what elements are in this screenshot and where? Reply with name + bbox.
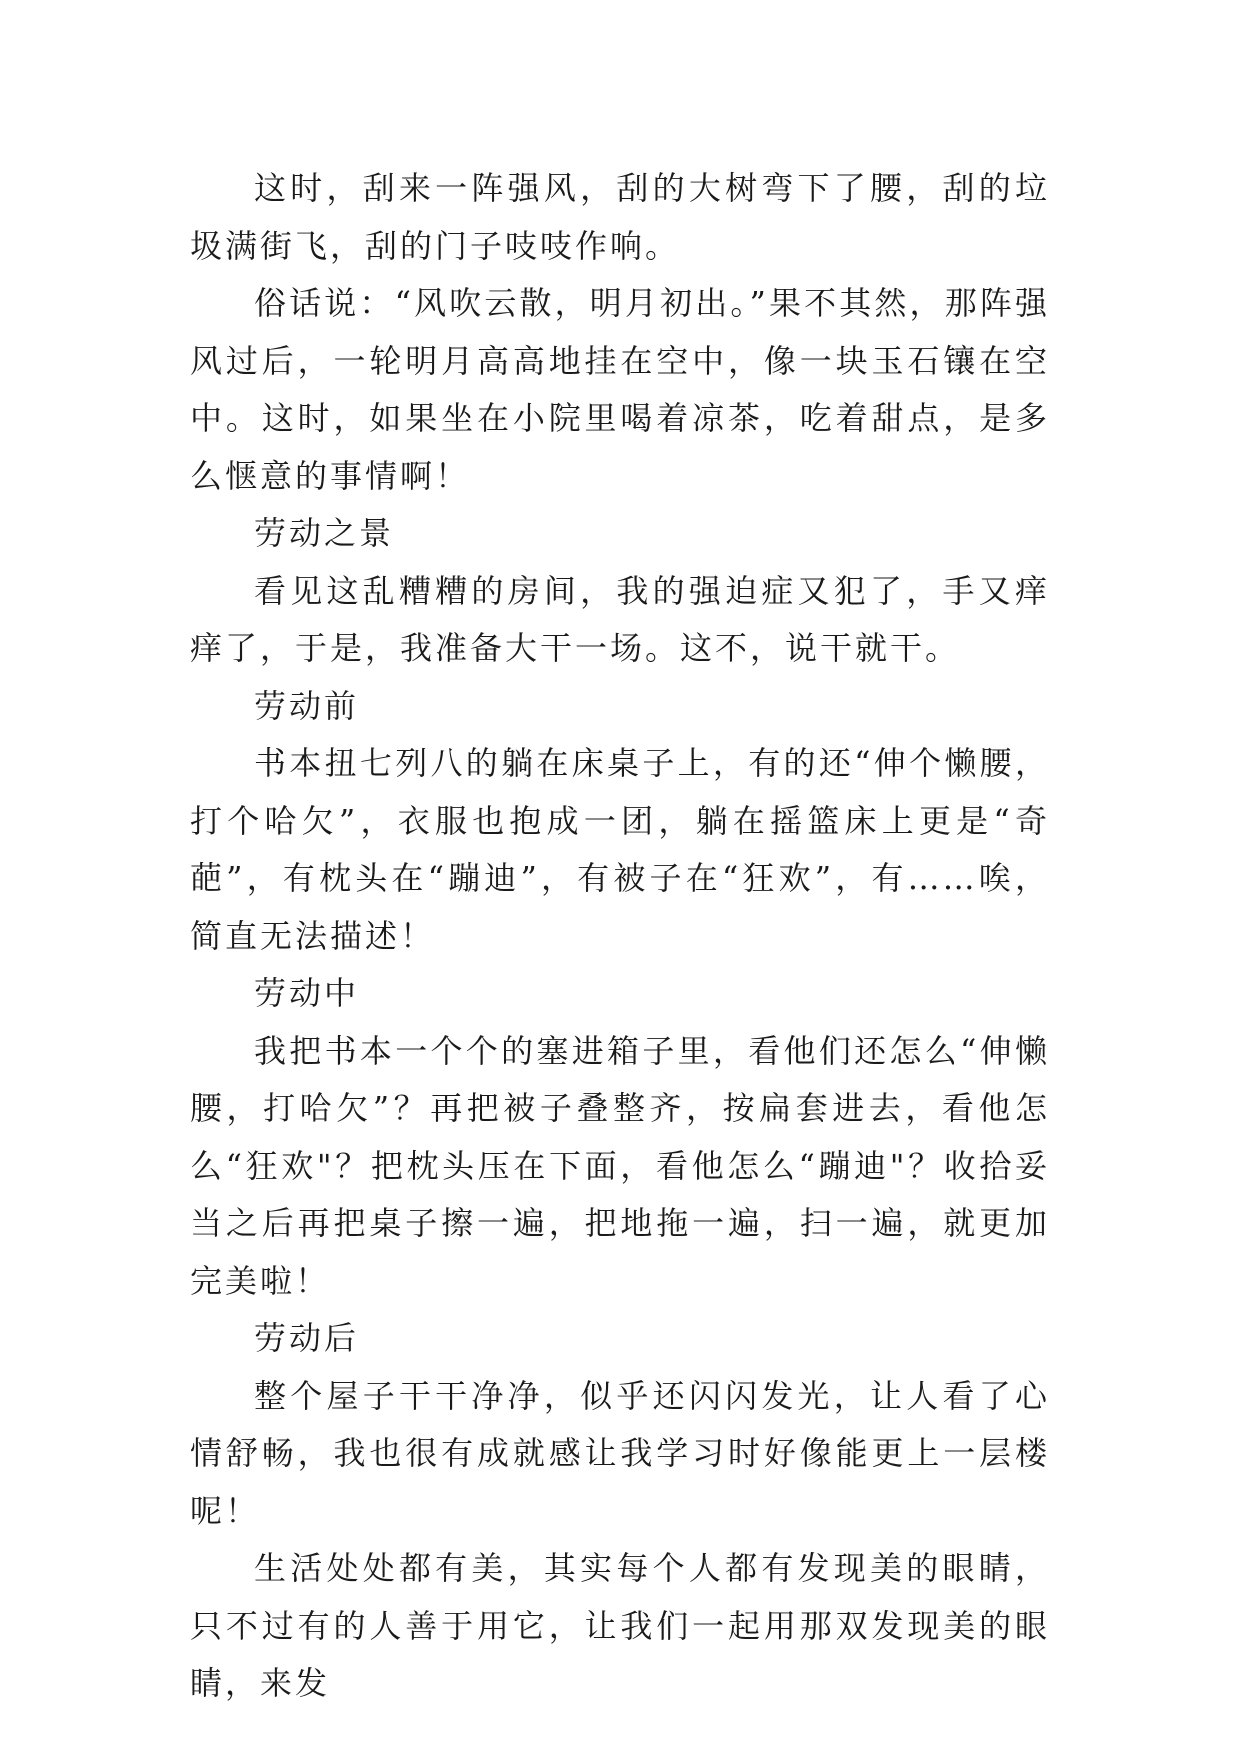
section-heading-during-labor: 劳动中 bbox=[254, 974, 360, 1012]
section-heading-before-labor: 劳动前 bbox=[254, 686, 360, 725]
paragraph-moon: 俗话说：“风吹云散，明月初出。”果不其然，那阵强风过后，一轮明月高高地挂在空中，像一块玉石镶在空中。这时，如果坐在小院里喝着凉茶，吃着甜点，是多么惬意的事情啊！ bbox=[190, 284, 1050, 495]
paragraph-strong-wind: 这时，刮来一阵强风，刮的大树弯下了腰，刮的垃圾满街飞，刮的门子吱吱作响。 bbox=[190, 169, 1050, 265]
paragraph-beauty-of-life: 生活处处都有美，其实每个人都有发现美的眼睛，只不过有的人善于用它，让我们一起用那双发现美的眼睛，来发 bbox=[190, 1549, 1050, 1702]
section-heading-after-labor: 劳动后 bbox=[254, 1319, 360, 1357]
paragraph-before-labor: 书本扭七列八的躺在床桌子上，有的还“伸个懒腰，打个哈欠”，衣服也抱成一团，躺在摇篮床上更是“奇葩”，有枕头在“蹦迪”，有被子在“狂欢”，有……唉，简直无法描述！ bbox=[190, 744, 1050, 955]
paragraph-after-labor: 整个屋子干干净净，似乎还闪闪发光，让人看了心情舒畅，我也很有成就感让我学习时好像能更上一层楼呢！ bbox=[190, 1376, 1050, 1530]
paragraph-during-labor: 我把书本一个个的塞进箱子里，看他们还怎么“伸懒腰，打哈欠”？再把被子叠整齐，按扁套进去，看他怎么“狂欢"？把枕头压在下面，看他怎么“蹦迪"？收拾妥当之后再把桌子擦一遍，把地拖一遍，扫一遍，就更加完美啦！ bbox=[190, 1031, 1050, 1300]
section-heading-labor-scene: 劳动之景 bbox=[254, 514, 395, 552]
paragraph-messy-room: 看见这乱糟糟的房间，我的强迫症又犯了，手又痒痒了，于是，我准备大干一场。这不，说干就干。 bbox=[190, 571, 1050, 667]
document-body bbox=[190, 160, 1050, 1713]
